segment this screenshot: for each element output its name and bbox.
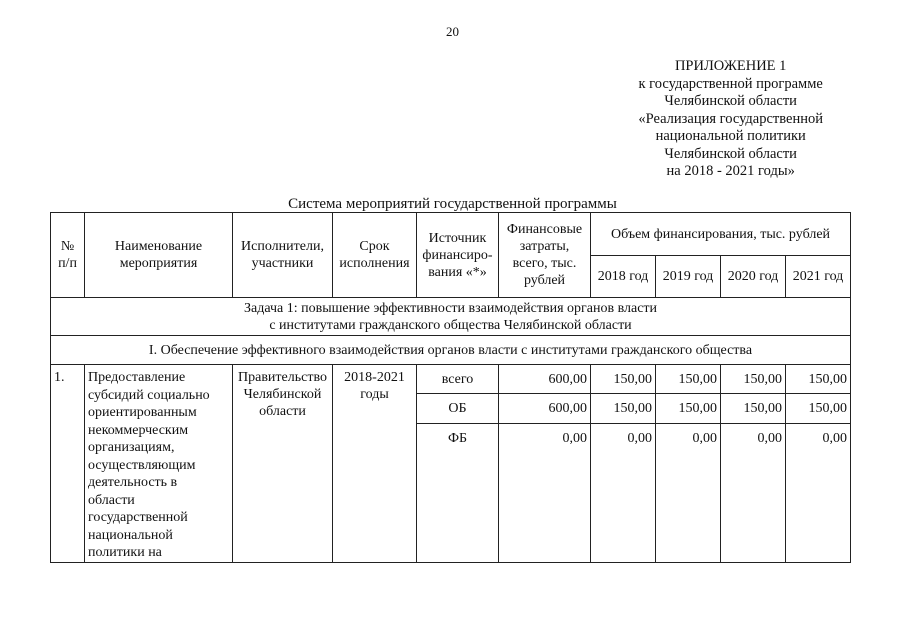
funding-2020: 150,00 xyxy=(721,394,786,423)
header-num: № п/п xyxy=(51,213,85,298)
executor-line: Челябинской xyxy=(243,387,322,402)
task-row xyxy=(51,298,851,336)
name-line: государственной xyxy=(88,510,188,525)
task-line: с институтами гражданского общества Челябинской области xyxy=(269,317,632,333)
name-line: деятельность в xyxy=(88,475,178,490)
appendix-line: к государственной программе xyxy=(638,75,823,92)
header-period: Срок исполнения xyxy=(333,213,417,298)
name-line: национальной xyxy=(88,527,173,543)
appendix-line: на 2018 - 2021 годы» xyxy=(666,163,795,179)
section-cell: I. Обеспечение эффективного взаимодействия органов власти с институтами гражданского общества xyxy=(51,336,851,365)
header-year: 2020 год xyxy=(721,256,786,298)
name-line: ориентированным xyxy=(88,405,197,420)
header-name: Наименование мероприятия xyxy=(85,213,233,298)
funding-2020: 150,00 xyxy=(721,365,786,394)
header-year: 2018 год xyxy=(591,256,656,298)
document-title: Система мероприятий государственной программы xyxy=(288,196,617,212)
funding-2019: 150,00 xyxy=(656,365,721,394)
funding-source: ФБ xyxy=(417,423,499,562)
name-line: Предоставление xyxy=(88,370,186,385)
executor-line: Правительство xyxy=(238,370,327,385)
header-source: Источник финансиро-вания «*» xyxy=(417,213,499,298)
funding-total: 600,00 xyxy=(499,394,591,423)
period-line: годы xyxy=(360,387,389,402)
section-row xyxy=(51,336,851,365)
funding-2021: 150,00 xyxy=(786,365,851,394)
row-num: 1. xyxy=(51,365,85,563)
appendix-block xyxy=(638,58,823,181)
funding-total: 600,00 xyxy=(499,365,591,394)
funding-2020: 0,00 xyxy=(721,423,786,562)
task-cell xyxy=(51,298,851,336)
header-row xyxy=(51,213,851,256)
header-year: 2021 год xyxy=(786,256,851,298)
task-line: Задача 1: повышение эффективности взаимодействия органов власти xyxy=(243,300,658,316)
funding-2021: 150,00 xyxy=(786,394,851,423)
header-volume: Объем финансирования, тыс. рублей xyxy=(591,213,851,256)
program-table xyxy=(50,212,851,563)
period-line: 2018-2021 xyxy=(344,370,405,385)
funding-2018: 0,00 xyxy=(591,423,656,562)
header-year: 2019 год xyxy=(656,256,721,298)
executor-line: области xyxy=(259,404,306,419)
name-line: осуществляющим xyxy=(88,457,196,473)
name-line: политики на xyxy=(88,545,162,560)
funding-2018: 150,00 xyxy=(591,394,656,423)
row-executors xyxy=(233,365,333,563)
name-line: области xyxy=(88,492,135,508)
name-line: организациям, xyxy=(88,440,175,455)
funding-2021: 0,00 xyxy=(786,423,851,562)
row-name xyxy=(85,365,233,563)
name-line: некоммерческим xyxy=(88,422,189,438)
header-executors: Исполнители, участники xyxy=(233,213,333,298)
funding-2019: 150,00 xyxy=(656,394,721,423)
funding-source: всего xyxy=(417,365,499,394)
funding-source: ОБ xyxy=(417,394,499,423)
appendix-line: Челябинской области xyxy=(664,145,797,162)
appendix-line: национальной политики xyxy=(655,128,806,144)
appendix-line: Челябинской области xyxy=(664,93,797,109)
page-number: 20 xyxy=(446,24,459,39)
appendix-line: ПРИЛОЖЕНИЕ 1 xyxy=(674,58,787,74)
name-line: субсидий социально xyxy=(88,387,210,403)
header-costs: Финансовые затраты, всего, тыс. рублей xyxy=(499,213,591,298)
row-period xyxy=(333,365,417,563)
appendix-line: «Реализация государственной xyxy=(638,110,823,127)
funding-total: 0,00 xyxy=(499,423,591,562)
funding-2019: 0,00 xyxy=(656,423,721,562)
funding-2018: 150,00 xyxy=(591,365,656,394)
table-row xyxy=(51,365,851,394)
